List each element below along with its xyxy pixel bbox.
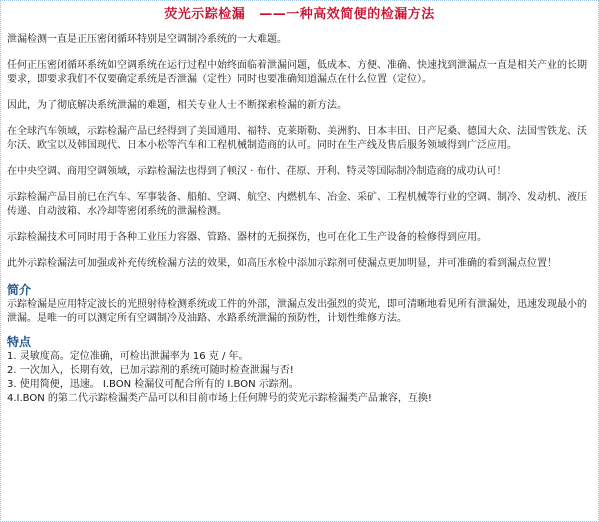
page-title [7, 7, 592, 23]
paragraph-pressure-vessels: 示踪检漏技术可同时用于各种工业压力容器、管路、器材的无损探伤，也可在化工生产设备的检修得到应用。 [7, 232, 487, 243]
paragraph-leak-problem: 泄漏检测一直是正压密闭循环特别是空调制冷系统的一大难题。 [7, 34, 287, 45]
feature-item: 3. 使用简便，迅速。 I.BON 检漏仪可配合所有的 I.BON 示踪剂。 [7, 379, 299, 390]
features-heading: 特点 [7, 335, 32, 349]
paragraph-automotive: 在全球汽车领域，示踪检漏产品已经得到了美国通用、福特、克莱斯勒、美洲豹、日本丰田、日产尼桑、德国大众、法国雪铁龙、沃尔沃、欧宝以及韩国现代、日本小松等汽车和工程机械制造商的认可。同时在生产线及售后服务领域得到广泛应用。 [7, 126, 587, 151]
paragraph-supplement: 此外示踪检漏法可加强或补充传统检漏方法的效果，如高压水检中添加示踪剂可使漏点更加明显，并可准确的看到漏点位置！ [7, 258, 557, 269]
title-main: 荧光示踪检漏 [164, 7, 246, 22]
paragraph-positive-pressure: 任何正压密闭循环系统如空调系统在运行过程中始终面临着泄漏问题，低成本、方便、准确、快速找到泄漏点一直是相关产业的长期要求，即要求我们不仅要确定系统是否泄漏（定性）同时也要准确知道漏点在什么位置（定位）。 [7, 60, 587, 85]
intro-text: 示踪检漏是应用特定波长的光照射待检测系统或工件的外部，泄漏点发出强烈的荧光，即可清晰地看见所有泄漏处，迅速发现最小的泄漏。是唯一的可以测定所有空调制冷及油路、水路系统泄漏的预防性，计划性维修方法。 [7, 299, 587, 324]
title-sub: 一种高效简便的检漏方法 [286, 7, 435, 22]
title-dash: —— [259, 7, 287, 22]
paragraph-new-methods: 因此，为了彻底解决系统泄漏的难题，相关专业人士不断探索检漏的新方法。 [7, 100, 347, 111]
features-list [7, 350, 592, 406]
feature-item: 2. 一次加入，长期有效，已加示踪剂的系统可随时检查泄漏与否! [7, 365, 294, 376]
paragraph-industries: 示踪检漏产品目前已在汽车、军事装备、船舶、空调、航空、内燃机车、冶金、采矿、工程机械等行业的空调、制冷、发动机、液压传递、自动波箱、水冷却等密闭系统的泄漏检测。 [7, 192, 587, 217]
feature-item: 1. 灵敏度高。定位准确，可检出泄漏率为 16 克 / 年。 [7, 351, 249, 362]
feature-item: 4.I.BON 的第二代示踪检漏类产品可以和目前市场上任何牌号的荧光示踪检漏类产品兼容，互换! [7, 393, 432, 404]
paragraph-central-ac: 在中央空调、商用空调领域，示踪检漏法也得到了顿汉 · 布什、荏原、开利、特灵等国际制冷制造商的成功认可！ [7, 166, 507, 177]
intro-heading: 简介 [7, 283, 32, 297]
